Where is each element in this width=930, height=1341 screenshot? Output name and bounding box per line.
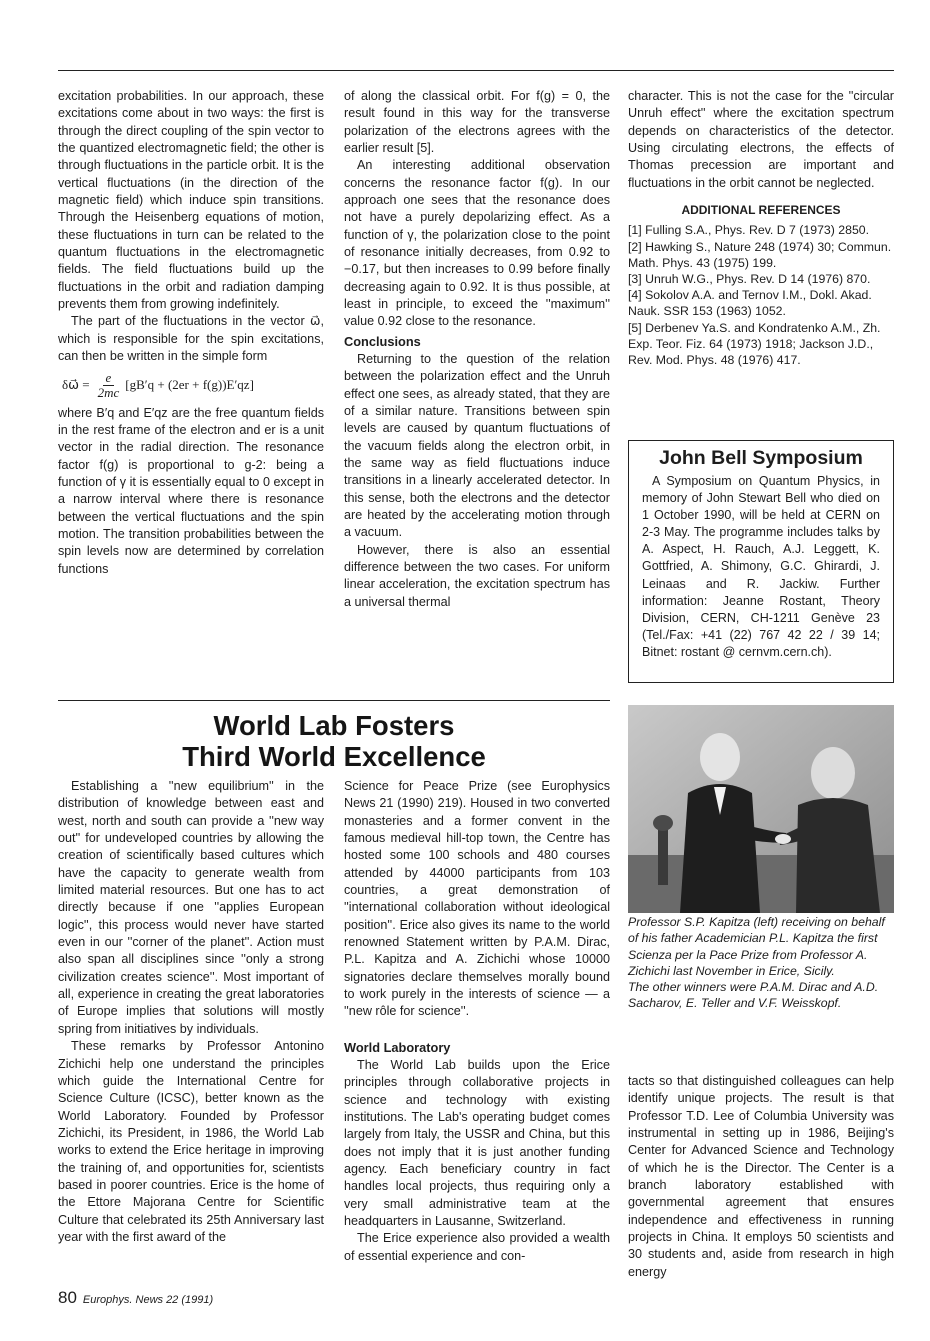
article1-col3 — [628, 88, 894, 368]
wl-col2-bottom-paragraph: The World Lab builds upon the Erice principles through collaborative projects in science and technology with existing institutions. The Lab's operating budget comes largely from Italy, the USSR and China, but this does not imply that it is just another funding agency. Each beneficiary country in fact handles local projects, thus requiring only a very small administrative team at the headquarters in Lausanne, Switzerland. — [344, 1057, 610, 1228]
page-footer — [58, 1288, 213, 1308]
reference-item: [1] Fulling S.A., Phys. Rev. D 7 (1973) 2850. — [628, 223, 870, 238]
col1-top-paragraph: excitation probabilities. In our approach, these excitations come about in two ways: the first is through the direct coupling of the spin vector to the quantized electromagnetic field; the other is through fluctuations in the particle orbit. It is the vertical fluctuations (in the direction of the magnetic field) which induce spin transitions. Through the Heisenberg equations of motion, these fluctuations in turn can be related to the quantum fluctuations in the electromagnetic fields. The field fluctuations build up the fluctuations in the orbit and radiation damping prevents them from growing indefinitely. — [58, 89, 324, 312]
col2-conclusion-paragraphs — [344, 351, 610, 611]
col2-conclusions-paragraph: However, there is also an essential difference between the two cases. For uniform linear acceleration, the excitation spectrum has a universal thermal — [344, 542, 610, 609]
col1-top-paragraph: The part of the fluctuations in the vector ω⃗, which is responsible for the spin excitations, can then be written in the simple form — [58, 314, 324, 364]
wl-col2-bottom-paragraphs — [344, 1057, 610, 1265]
article1-col2 — [344, 88, 610, 611]
wl-col3-paragraphs — [628, 1073, 894, 1281]
symposium-box — [628, 440, 894, 683]
reference-item: [3] Unruh W.G., Phys. Rev. D 14 (1976) 870. — [628, 272, 871, 287]
wl-col2-top-paragraphs — [344, 778, 610, 1021]
col3-top-paragraphs — [628, 88, 894, 192]
spin-fluctuation-formula — [58, 371, 324, 400]
article-headline — [58, 710, 610, 772]
wl-col1-paragraph: Establishing a ''new equilibrium'' in the distribution of knowledge between east and west, north and south can provide a ''new way out'' for undeveloped countries by allowing the creation of scientifically based cultures which have the capacity to generate wealth from limited material resources. But one has to act directly because if one ''applies European logic'', this process would never have started even in our ''corner of the planet''. Action must also span all disciplines since ''only a strong civilization creates science''. Most important of all, experience in creating the great laboratories of Europe implies that solutions will mostly spring from initiatives by individuals. — [58, 779, 324, 1036]
reference-item: [4] Sokolov A.A. and Ternov I.M., Dokl. Akad. Nauk. SSR 153 (1963) 1052. — [628, 288, 872, 319]
formula-rhs: [gB′q + (2er + f(g))E′qz] — [125, 377, 254, 393]
caption-line-2: The other winners were P.A.M. Dirac and A.D. Sacharov, E. Teller and V.F. Weisskopf. — [628, 980, 879, 1011]
formula-lhs: δω⃗ = — [62, 377, 90, 393]
award-photo-image — [628, 705, 894, 913]
page-number: 80 — [58, 1288, 77, 1307]
col2-conclusions-paragraph: Returning to the question of the relation between the polarization effect and the Unruh effect one sees, as already stated, that they are of a similar nature. Transitions between spin levels are caused by quantum fluctuations of the vacuum fields along the electron orbit, in the same way as field fluctuations induce transitions in a linearly accelerated detector. In this sense, both the electrons and the detector are heated by the accelerating motion through a vacuum. — [344, 351, 610, 540]
wl-col1-paragraph: These remarks by Professor Antonino Zichichi help one understand the principles which guide the International Centre for Science Culture (ICSC), better known as the World Laboratory. Founded by Professor Zichichi, its President, in 1986, the World Lab works to extend the Erice heritage in improving the training of, and opportunities for, scientists based in poorer countries. Erice is the home of the Ettore Majorana Centre for Scientific Culture that celebrated its 25th Anniversary last year with the first award of the — [58, 1039, 324, 1244]
headline-line-1: World Lab Fosters — [213, 710, 455, 741]
col1-top-paragraphs — [58, 88, 324, 366]
photo-caption — [628, 914, 894, 1012]
references-list — [628, 222, 894, 368]
symposium-title: John Bell Symposium — [659, 447, 863, 469]
wl-col2-bottom-paragraph: The Erice experience also provided a wealth of essential experience and con- — [344, 1231, 610, 1263]
worldlab-col3 — [628, 1073, 894, 1281]
wl-col2-top-paragraph: Science for Peace Prize (see Europhysics News 21 (1990) 219). Housed in two converted monasteries and a former convent in the famous medieval hill-top town, the Centre has hosted some 100 schools and 480 courses attended by 44000 participants from 103 countries, a great demonstration of ''international collaboration without ideological position''. Erice also gives its name to the world renowned Statement written by P.A.M. Dirac, P.L. Kapitza and A. Zichichi whose 10000 signatories declare themselves morally bound to work purely in the interests of science — a ''new rôle for science''. — [344, 779, 610, 1019]
wl-col3-paragraph: tacts so that distinguished colleagues can help identify unique projects. The result is that Professor T.D. Lee of Columbia University was instrumental in setting up in 1986, Beijing's Center for Advanced Science and Technology of which he is the Director. The Center is a branch laboratory established with governmental agreement that ensures independence and effectiveness in running projects in China. It employs 50 scientists and 30 students and, aside from research in high energy — [628, 1074, 894, 1279]
col2-top-paragraph: of along the classical orbit. For f(g) = 0, the result found in this way for the transverse polarization of the electrons agrees with the earlier result [5]. — [344, 89, 610, 156]
references-title: ADDITIONAL REFERENCES — [681, 203, 841, 218]
col1-bottom-paragraph: where B′q and E′qz are the free quantum fields in the rest frame of the electron and er is a unit vector in the radial direction. The resonance factor f(g) is proportional to g-2: being a function of γ it is essentially equal to 0 except in a narrow interval where there is resonance between the vertical fluctuations and the spin motion. The transition probabilities between the spin levels now are determined by correlation functions — [58, 405, 324, 576]
conclusions-heading: Conclusions — [344, 333, 421, 349]
middle-rule — [58, 700, 610, 701]
article1-col1 — [58, 88, 324, 578]
col1-bottom-paragraphs — [58, 405, 324, 578]
col2-top-paragraphs — [344, 88, 610, 331]
col3-top-paragraph: character. This is not the case for the ''circular Unruh effect'' where the excitation spectrum depends on characteristics of the detector. Using circulating electrons, the effects of Thomas precession are important and fluctuations in the orbit cannot be neglected. — [628, 89, 894, 190]
journal-reference: Europhys. News 22 (1991) — [82, 1294, 214, 1306]
award-photo — [628, 705, 894, 913]
worldlab-col2 — [344, 778, 610, 1265]
col2-top-paragraph: An interesting additional observation concerns the resonance factor f(g). In our approach one sees that the resonance does not have a purely depolarizing effect. As a function of γ, the polarization close to the point of resonance initially decreases, from 0.92 to −0.17, but then increases to 0.99 before finally decreasing again to 0.92. It is thus possible, at least in principle, to exceed the ''maximum'' value 0.92 close to the resonance. — [344, 158, 610, 329]
top-rule — [58, 70, 894, 71]
reference-item: [2] Hawking S., Nature 248 (1974) 30; Commun. Math. Phys. 43 (1975) 199. — [628, 239, 892, 270]
reference-item: [5] Derbenev Ya.S. and Kondratenko A.M., Zh. Exp. Teor. Fiz. 64 (1973) 1918; Jackson J.D., Rev. Mod. Phys. 48 (1976) 417. — [628, 320, 881, 368]
formula-numerator: e — [103, 371, 115, 386]
wl-col1-paragraphs — [58, 778, 324, 1246]
formula-denominator: 2mc — [97, 384, 120, 400]
world-laboratory-heading: World Laboratory — [344, 1039, 451, 1055]
headline-line-2: Third World Excellence — [182, 741, 486, 772]
symposium-body: A Symposium on Quantum Physics, in memory of John Stewart Bell who died on 1 October 1990, will be held at CERN on 2-3 May. The programme includes talks by A. Aspect, H. Rauch, A.J. Leggett, K. Gottfried, A. Shimony, G.C. Ghirardi, J. Leinaas and R. Jackiw. Further information: Jeanne Rostant, Theory Division, CERN, CH-1211 Genève 23 (Tel./Fax: +41 (22) 767 42 22 / 39 14; Bitnet: rostant @ cernvm.cern.ch). — [642, 474, 880, 659]
worldlab-col1 — [58, 778, 324, 1246]
caption-line-1: Professor S.P. Kapitza (left) receiving on behalf of his father Academician P.L. Kapitza the first Scienza per la Pace Prize from Professor A. Zichichi last November in Erice, Sicily. — [628, 915, 885, 978]
formula-fraction — [98, 371, 120, 400]
